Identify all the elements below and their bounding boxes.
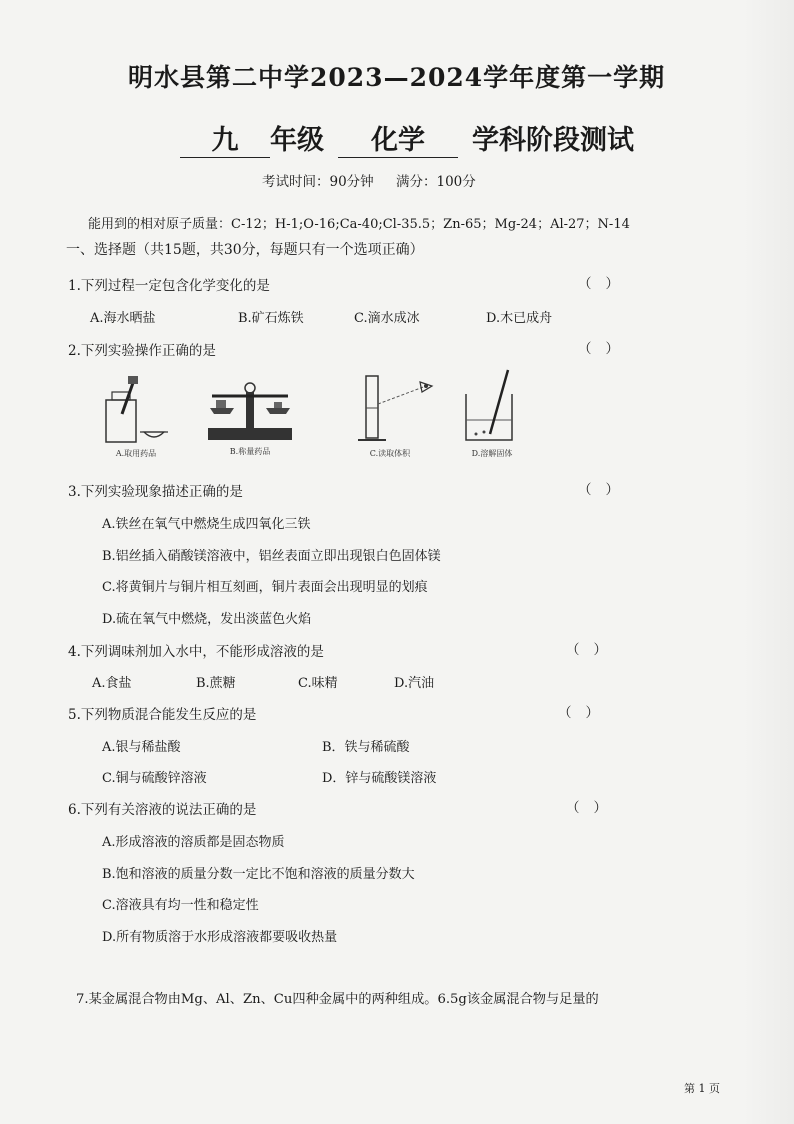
answer-paren-4: （）: [566, 642, 621, 658]
question-4-stem: 4.下列调味剂加入水中，不能形成溶液的是: [68, 644, 324, 660]
q3-option-d: D.硫在氧气中燃烧，发出淡蓝色火焰: [102, 612, 312, 627]
figure-a-take-reagent: [100, 374, 172, 459]
q4-option-a: A.食盐: [92, 676, 132, 691]
q1-option-c: C.滴水成冰: [354, 311, 420, 326]
question-5-stem: 5.下列物质混合能发生反应的是: [68, 707, 257, 723]
question-2-stem: 2.下列实验操作正确的是: [68, 343, 216, 359]
scan-shadow: [742, 0, 794, 1124]
q4-option-c: C.味精: [298, 676, 338, 691]
answer-paren-1: （）: [578, 276, 633, 292]
q3-option-c: C.将黄铜片与铜片相互刻画，铜片表面会出现明显的划痕: [102, 580, 428, 595]
grade-blank: 九: [180, 118, 270, 158]
figure-c-read-volume: [344, 372, 436, 459]
page-number: 第 1 页: [684, 1082, 720, 1095]
answer-paren-2: （）: [578, 341, 633, 357]
exam-time: 考试时间：90分钟: [262, 174, 374, 190]
q4-option-b: B.蔗糖: [196, 676, 236, 691]
q4-option-d: D.汽油: [394, 676, 435, 691]
q1-option-a: A.海水晒盐: [90, 311, 156, 326]
reagent-bottle-icon: [100, 374, 172, 446]
q5-option-b: B．铁与稀硫酸: [322, 740, 410, 755]
q6-option-d: D.所有物质溶于水形成溶液都要吸收热量: [102, 930, 338, 945]
beaker-stirring-rod-icon: [456, 368, 528, 446]
q3-option-a: A.铁丝在氧气中燃烧生成四氧化三铁: [102, 517, 311, 532]
subject-blank: 化学: [338, 118, 458, 158]
figure-d-dissolve-solid: [456, 368, 528, 459]
figure-a-caption: A.取用药品: [115, 449, 157, 458]
q3-option-b: B.铝丝插入硝酸镁溶液中，铝丝表面立即出现银白色固体镁: [102, 549, 441, 564]
q5-option-d: D．锌与硫酸镁溶液: [322, 771, 437, 786]
figure-c-caption: C.读取体积: [369, 449, 411, 458]
question-7-stem: 7.某金属混合物由Mg、Al、Zn、Cu四种金属中的两种组成。6.5g该金属混合物与足量的: [76, 992, 599, 1007]
exam-subtitle: [180, 118, 700, 158]
answer-paren-6: （）: [566, 800, 621, 816]
figure-b-caption: B.称量药品: [229, 447, 271, 456]
graduated-cylinder-icon: [344, 372, 436, 446]
grade-suffix: 年级: [270, 125, 324, 156]
exam-info: [262, 170, 476, 190]
q5-option-a: A.银与稀盐酸: [102, 740, 181, 755]
balance-scale-icon: [204, 378, 296, 444]
q5-option-c: C.铜与硫酸锌溶液: [102, 771, 207, 786]
figure-d-caption: D.溶解固体: [471, 449, 513, 458]
question-1-stem: 1.下列过程一定包含化学变化的是: [68, 278, 270, 294]
test-name: 学科阶段测试: [472, 125, 634, 156]
full-score: 满分：100分: [395, 174, 476, 190]
q1-option-d: D.木已成舟: [486, 311, 553, 326]
answer-paren-5: （）: [558, 705, 613, 721]
question-3-stem: 3.下列实验现象描述正确的是: [68, 484, 243, 500]
figure-b-weigh-reagent: [204, 378, 296, 457]
atomic-masses: 能用到的相对原子质量：C-12；H-1;O-16;Ca-40;Cl-35.5；Zn-65；Mg-24；Al-27；N-14: [88, 217, 630, 232]
q6-option-b: B.饱和溶液的质量分数一定比不饱和溶液的质量分数大: [102, 867, 415, 882]
question-6-stem: 6.下列有关溶液的说法正确的是: [68, 802, 257, 818]
section-title: 一、选择题（共15题，共30分，每题只有一个选项正确）: [66, 242, 424, 258]
q6-option-a: A.形成溶液的溶质都是固态物质: [102, 835, 285, 850]
school-title: 明水县第二中学2023—2024学年度第一学期: [128, 63, 666, 92]
answer-paren-3: （）: [578, 482, 633, 498]
q6-option-c: C.溶液具有均一性和稳定性: [102, 898, 259, 913]
q1-option-b: B.矿石炼铁: [238, 311, 304, 326]
